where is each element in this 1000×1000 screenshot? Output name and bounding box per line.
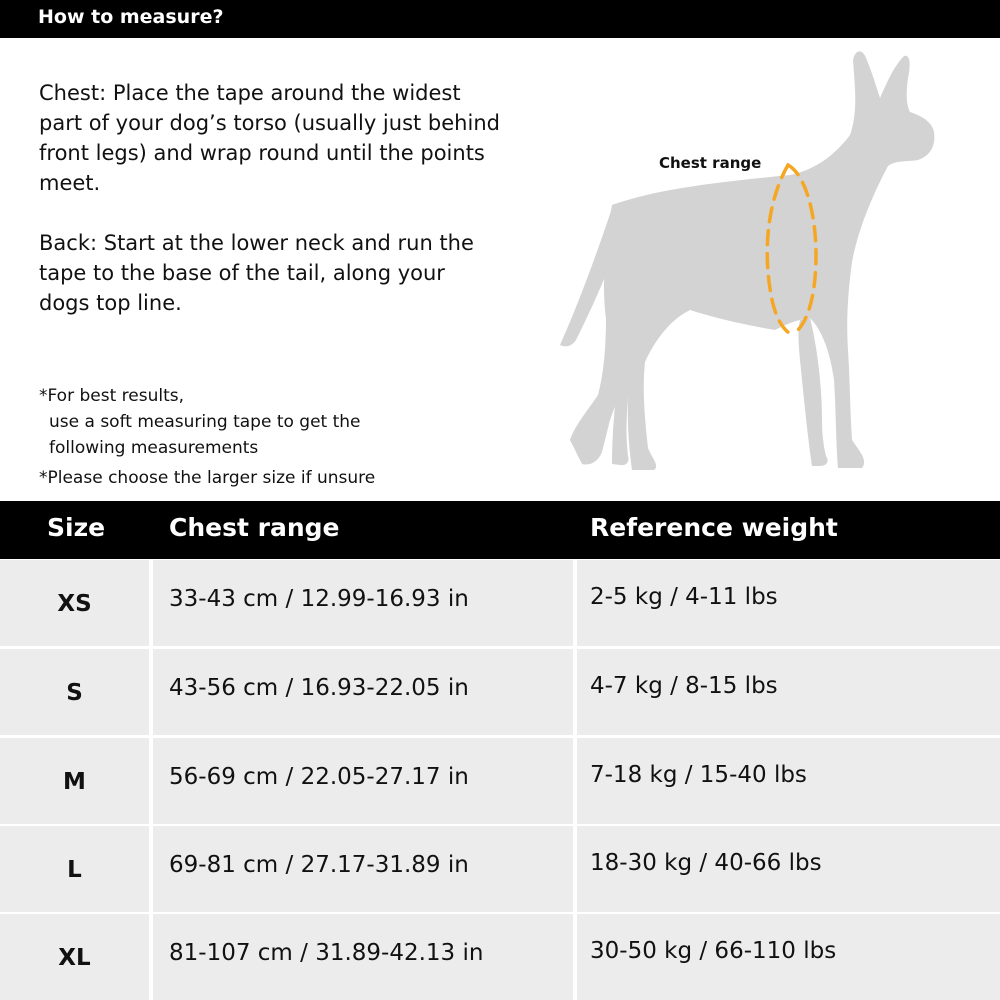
chest-instruction-line: front legs) and wrap round until the points	[39, 141, 485, 165]
back-instruction-line: dogs top line.	[39, 291, 182, 315]
table-row	[0, 738, 1000, 824]
best-results-note	[39, 383, 539, 461]
chest-value: 69-81 cm / 27.17-31.89 in	[169, 852, 469, 878]
weight-value: 30-50 kg / 66-110 lbs	[590, 938, 837, 964]
weight-value: 7-18 kg / 15-40 lbs	[590, 762, 807, 788]
chest-value: 43-56 cm / 16.93-22.05 in	[169, 675, 469, 701]
size-cell	[0, 826, 149, 912]
header-bar	[0, 0, 1000, 38]
size-value: L	[67, 857, 82, 883]
weight-cell	[577, 738, 1000, 824]
weight-value: 18-30 kg / 40-66 lbs	[590, 850, 822, 876]
chest-range-label: Chest range	[659, 154, 762, 172]
chest-column-header: Chest range	[169, 513, 340, 542]
chest-instruction-line: Chest: Place the tape around the widest	[39, 81, 461, 105]
dog-body	[560, 51, 934, 470]
size-value: XS	[57, 591, 92, 617]
chest-cell	[153, 826, 573, 912]
weight-cell	[577, 914, 1000, 1000]
table-header	[0, 501, 1000, 559]
weight-column-header: Reference weight	[590, 513, 838, 542]
back-instruction-line: Back: Start at the lower neck and run the	[39, 231, 474, 255]
weight-value: 4-7 kg / 8-15 lbs	[590, 673, 778, 699]
size-table	[0, 501, 1000, 1000]
weight-cell	[577, 649, 1000, 735]
size-value: XL	[58, 945, 91, 971]
back-instruction-line: tape to the base of the tail, along your	[39, 261, 445, 285]
weight-cell	[577, 560, 1000, 646]
chest-cell	[153, 649, 573, 735]
dog-silhouette-icon	[555, 45, 945, 480]
instructions	[39, 78, 559, 348]
size-cell	[0, 560, 149, 646]
size-column-header: Size	[47, 513, 106, 542]
size-cell	[0, 914, 149, 1000]
page-title: How to measure?	[38, 6, 224, 28]
table-row	[0, 914, 1000, 1000]
unsure-note: *Please choose the larger size if unsure	[39, 468, 376, 488]
size-cell	[0, 738, 149, 824]
size-value: M	[63, 769, 86, 795]
chest-value: 56-69 cm / 22.05-27.17 in	[169, 764, 469, 790]
chest-instruction	[39, 78, 559, 198]
note-line: following measurements	[49, 438, 259, 458]
size-value: S	[66, 680, 83, 706]
chest-value: 81-107 cm / 31.89-42.13 in	[169, 940, 484, 966]
size-cell	[0, 649, 149, 735]
note-line: use a soft measuring tape to get the	[49, 412, 361, 432]
chest-cell	[153, 738, 573, 824]
notes	[39, 383, 539, 491]
table-row	[0, 826, 1000, 912]
chest-instruction-line: part of your dog’s torso (usually just behind	[39, 111, 500, 135]
chest-cell	[153, 914, 573, 1000]
chest-cell	[153, 560, 573, 646]
back-instruction	[39, 228, 559, 318]
note-line: *For best results,	[39, 386, 184, 406]
weight-cell	[577, 826, 1000, 912]
table-row	[0, 649, 1000, 735]
chest-value: 33-43 cm / 12.99-16.93 in	[169, 586, 469, 612]
weight-value: 2-5 kg / 4-11 lbs	[590, 584, 778, 610]
table-row	[0, 560, 1000, 646]
chest-instruction-line: meet.	[39, 171, 101, 195]
